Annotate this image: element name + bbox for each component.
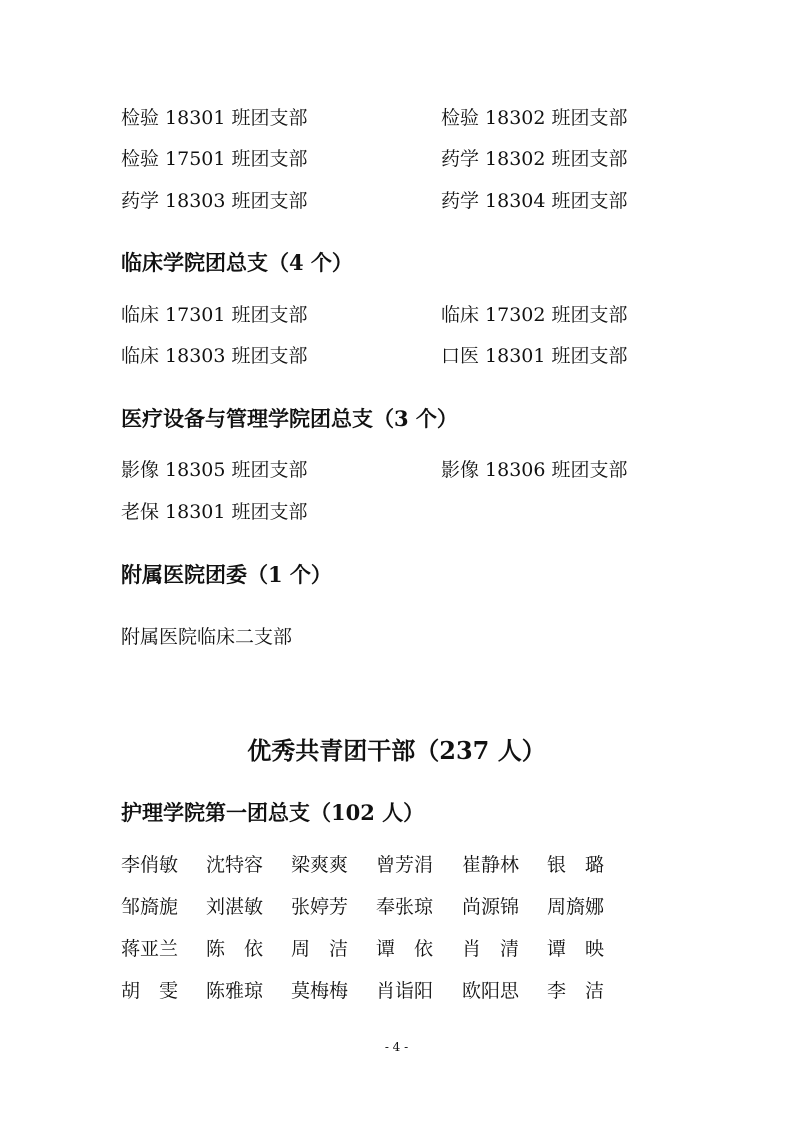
person-name: 李俏敏 bbox=[121, 854, 179, 876]
person-name: 奉张琼 bbox=[376, 896, 434, 918]
person-name: 沈特容 bbox=[206, 854, 264, 876]
person-name: 李 洁 bbox=[547, 980, 605, 1002]
unit-row bbox=[121, 341, 628, 371]
unit-row bbox=[121, 622, 292, 652]
unit-name: 临床 18303 班团支部 bbox=[121, 345, 308, 367]
unit-row bbox=[121, 144, 628, 174]
unit-row bbox=[121, 497, 308, 527]
page-number: - 4 - bbox=[384, 1040, 409, 1054]
person-name: 谭 映 bbox=[547, 938, 605, 960]
unit-name: 老保 18301 班团支部 bbox=[121, 501, 308, 523]
section-heading: 附属医院团委（1 个） bbox=[121, 562, 332, 587]
section-heading: 护理学院第一团总支（102 人） bbox=[121, 800, 425, 825]
unit-name: 影像 18306 班团支部 bbox=[441, 459, 628, 481]
unit-name: 临床 17301 班团支部 bbox=[121, 304, 308, 326]
unit-name: 口医 18301 班团支部 bbox=[441, 345, 628, 367]
person-name: 莫梅梅 bbox=[291, 980, 349, 1002]
section-heading: 医疗设备与管理学院团总支（3 个） bbox=[121, 406, 458, 431]
person-name: 曾芳涓 bbox=[376, 854, 434, 876]
unit-name: 检验 18302 班团支部 bbox=[441, 107, 628, 129]
person-name: 陈雅琼 bbox=[206, 980, 264, 1002]
person-name: 邹旖旎 bbox=[121, 896, 179, 918]
person-name: 刘湛敏 bbox=[206, 896, 264, 918]
person-name: 蒋亚兰 bbox=[121, 938, 179, 960]
unit-row bbox=[121, 186, 628, 216]
person-name: 尚源锦 bbox=[462, 896, 520, 918]
person-name: 陈 依 bbox=[206, 938, 264, 960]
person-name: 张婷芳 bbox=[291, 896, 349, 918]
unit-row bbox=[121, 103, 628, 133]
person-name: 周旖娜 bbox=[547, 896, 605, 918]
unit-row bbox=[121, 455, 628, 485]
person-name: 谭 依 bbox=[376, 938, 434, 960]
person-name: 银 璐 bbox=[547, 854, 605, 876]
unit-row bbox=[121, 300, 628, 330]
person-name: 崔静林 bbox=[462, 854, 520, 876]
unit-name: 药学 18303 班团支部 bbox=[121, 190, 308, 212]
person-name: 肖诣阳 bbox=[376, 980, 434, 1002]
unit-name: 临床 17302 班团支部 bbox=[441, 304, 628, 326]
unit-name: 药学 18304 班团支部 bbox=[441, 190, 628, 212]
page-title: 优秀共青团干部（237 人） bbox=[247, 736, 546, 765]
unit-name: 影像 18305 班团支部 bbox=[121, 459, 308, 481]
unit-name: 检验 18301 班团支部 bbox=[121, 107, 308, 129]
person-name: 胡 雯 bbox=[121, 980, 179, 1002]
person-name: 周 洁 bbox=[291, 938, 349, 960]
person-name: 肖 清 bbox=[462, 938, 520, 960]
unit-name: 附属医院临床二支部 bbox=[121, 626, 293, 648]
person-name: 梁爽爽 bbox=[291, 854, 349, 876]
section-heading: 临床学院团总支（4 个） bbox=[121, 250, 353, 275]
unit-name: 药学 18302 班团支部 bbox=[441, 148, 628, 170]
unit-name: 检验 17501 班团支部 bbox=[121, 148, 308, 170]
person-name: 欧阳思 bbox=[462, 980, 520, 1002]
